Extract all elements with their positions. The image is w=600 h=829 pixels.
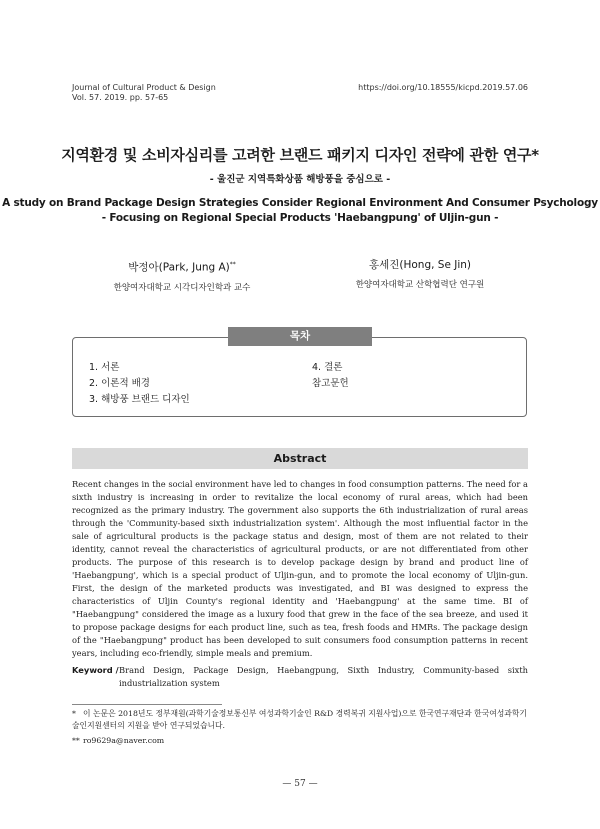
toc-heading: 목차 (228, 327, 372, 346)
keyword-label: Keyword / (72, 665, 119, 675)
footnote-divider (72, 704, 222, 705)
author-1-name: 박정아(Park, Jung A) (128, 261, 230, 274)
title-english (0, 196, 600, 226)
journal-info (72, 83, 216, 103)
author-1 (62, 258, 302, 294)
footnote-email-mark: ** (72, 736, 80, 745)
toc-item-brand-design: 3. 해방풍 브랜드 디자인 (89, 394, 190, 405)
title-korean: 지역환경 및 소비자심리를 고려한 브랜드 패키지 디자인 전략에 관한 연구* (61, 146, 539, 164)
doi-link[interactable]: https://doi.org/10.18555/kicpd.2019.57.06 (358, 83, 528, 92)
abstract-body: Recent changes in the social environment have led to changes in food consumption patterns. The need for a sixth industry is increasing in order to revitalize the local economy of rural areas, which had been recognized as the primary industry. The government also supports the 6th industrialization of rural areas through the 'Community-based sixth industrialization system'. Although the most influential factor in the sale of agricultural products is the package status and design, most of them are not related to their identity, cannot reveal the characteristics of agricultural products, or are not differentiated from other products. The purpose of this research is to develop package design by brand and product line of 'Haebangpung', which is a special product of Uljin-gun, and to promote the local economy of Uljin-gun. First, the design of the marketed products was investigated, and BI was designed to express the characteristics of Uljin County's regional identity and 'Haebangpung' at the same time. BI of "Haebangpung" considered the image as a luxury food that grew in the face of the sea breeze, and used it to propose package designs for each product line, such as tea, fresh foods and HMRs. The package design of the "Haebangpung" product has been developed to suit consumers food consumption patterns in recent years, including eco-friendly, simple meals and premium. (72, 479, 528, 658)
toc-item-intro: 1. 서론 (89, 362, 120, 373)
footnote-email-text[interactable]: ro9629a@naver.com (83, 736, 165, 745)
toc-item-references: 참고문헌 (312, 378, 349, 389)
subtitle-korean: - 울진군 지역특화상품 해방풍을 중심으로 - (209, 174, 391, 185)
journal-volume: Vol. 57. 2019. pp. 57-65 (72, 93, 169, 102)
footnote-funding (72, 708, 528, 732)
abstract-heading: Abstract (72, 448, 528, 469)
page-number: — 57 — (282, 779, 318, 789)
author-2-name: 홍세진(Hong, Se Jin) (368, 259, 472, 271)
keyword-text: Brand Design, Package Design, Haebangpung, Sixth Industry, Community-based sixth industrialization system (119, 665, 528, 688)
footnote-funding-mark: * (72, 709, 76, 718)
keywords (72, 664, 528, 690)
footnote-funding-text: 이 논문은 2018년도 정부재원(과학기술정보통신부 여성과학기술인 R&D 경력복귀 지원사업)으로 한국연구재단과 한국여성과학기술인지원센터의 지원을 받아 연구되었습니다. (72, 709, 527, 730)
title-english-line1: A study on Brand Package Design Strategies Consider Regional Environment And Consumer Psychology (2, 197, 598, 209)
toc-item-background: 2. 이론적 배경 (89, 378, 150, 389)
author-1-affiliation: 한양여자대학교 시각디자인학과 교수 (113, 282, 251, 293)
author-2 (300, 258, 540, 291)
author-2-affiliation: 한양여자대학교 산학협력단 연구원 (355, 280, 485, 290)
journal-name: Journal of Cultural Product & Design (72, 83, 216, 92)
title-english-line2: - Focusing on Regional Special Products 'Haebangpung' of Uljin-gun - (101, 212, 499, 224)
author-1-mark: ** (229, 261, 236, 268)
toc-item-conclusion: 4. 결론 (312, 362, 343, 373)
author-1-name-line (62, 258, 302, 275)
footnote-email (72, 735, 528, 747)
